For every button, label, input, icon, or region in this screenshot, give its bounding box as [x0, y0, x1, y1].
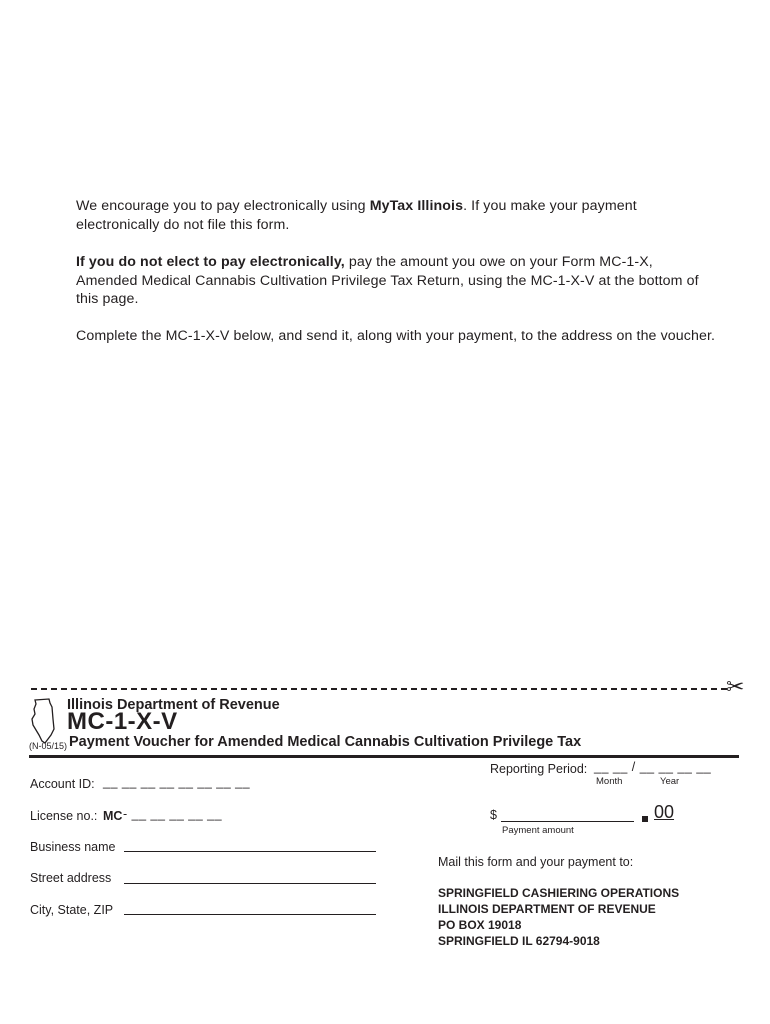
- business-name-label: Business name: [30, 840, 116, 854]
- instruction-paragraph-3: Complete the MC-1-X-V below, and send it, along with your payment, to the address on the voucher.: [76, 328, 716, 344]
- dollar-sign: $: [490, 808, 497, 822]
- mail-address-line-2: ILLINOIS DEPARTMENT OF REVENUE: [438, 902, 656, 916]
- business-name-field[interactable]: [124, 851, 376, 852]
- account-id-label: Account ID:: [30, 777, 95, 791]
- illinois-outline-icon: [29, 697, 61, 745]
- scissors-icon: ✂: [726, 674, 745, 699]
- instruction-paragraph-1: We encourage you to pay electronically using MyTax Illinois. If you make your payment electronically do not file this form.: [76, 198, 637, 233]
- city-state-zip-label: City, State, ZIP: [30, 903, 114, 917]
- city-state-zip-field[interactable]: [124, 914, 376, 915]
- reporting-period-label: Reporting Period:: [490, 762, 588, 776]
- mail-address-line-4: SPRINGFIELD IL 62794-9018: [438, 934, 600, 948]
- reporting-period-field[interactable]: __ __ / __ __ __ __: [594, 760, 712, 774]
- street-address-label: Street address: [30, 871, 112, 885]
- year-label: Year: [660, 776, 680, 787]
- mail-address-line-3: PO BOX 19018: [438, 918, 522, 932]
- payment-amount-label: Payment amount: [502, 825, 574, 836]
- header-rule: [29, 755, 739, 758]
- license-prefix: MC: [103, 809, 123, 823]
- instruction-paragraph-2: If you do not elect to pay electronically, pay the amount you owe on your Form MC-1-X, Amended Medical Cannabis Cultivation Privilege Tax Return, using the MC-1-X-V at the bottom of this page.: [76, 254, 699, 307]
- form-number: MC-1-X-V: [67, 708, 178, 735]
- cents-value: 00: [654, 802, 675, 822]
- license-label: License no.:: [30, 809, 98, 823]
- street-address-field[interactable]: [124, 883, 376, 884]
- account-id-field[interactable]: __ __ __ __ __ __ __ __: [103, 775, 251, 789]
- revision-code: (N-05/15): [29, 741, 68, 751]
- decimal-point: [642, 816, 648, 822]
- mail-address-line-1: SPRINGFIELD CASHIERING OPERATIONS: [438, 886, 680, 900]
- payment-amount-field[interactable]: [501, 821, 634, 822]
- mail-instruction: Mail this form and your payment to:: [438, 855, 634, 869]
- month-label: Month: [596, 776, 623, 787]
- license-number-field[interactable]: - __ __ __ __ __: [123, 807, 223, 821]
- voucher-title: Payment Voucher for Amended Medical Cannabis Cultivation Privilege Tax: [69, 734, 582, 750]
- cut-line: [31, 688, 727, 690]
- department-name: Illinois Department of Revenue: [67, 697, 280, 713]
